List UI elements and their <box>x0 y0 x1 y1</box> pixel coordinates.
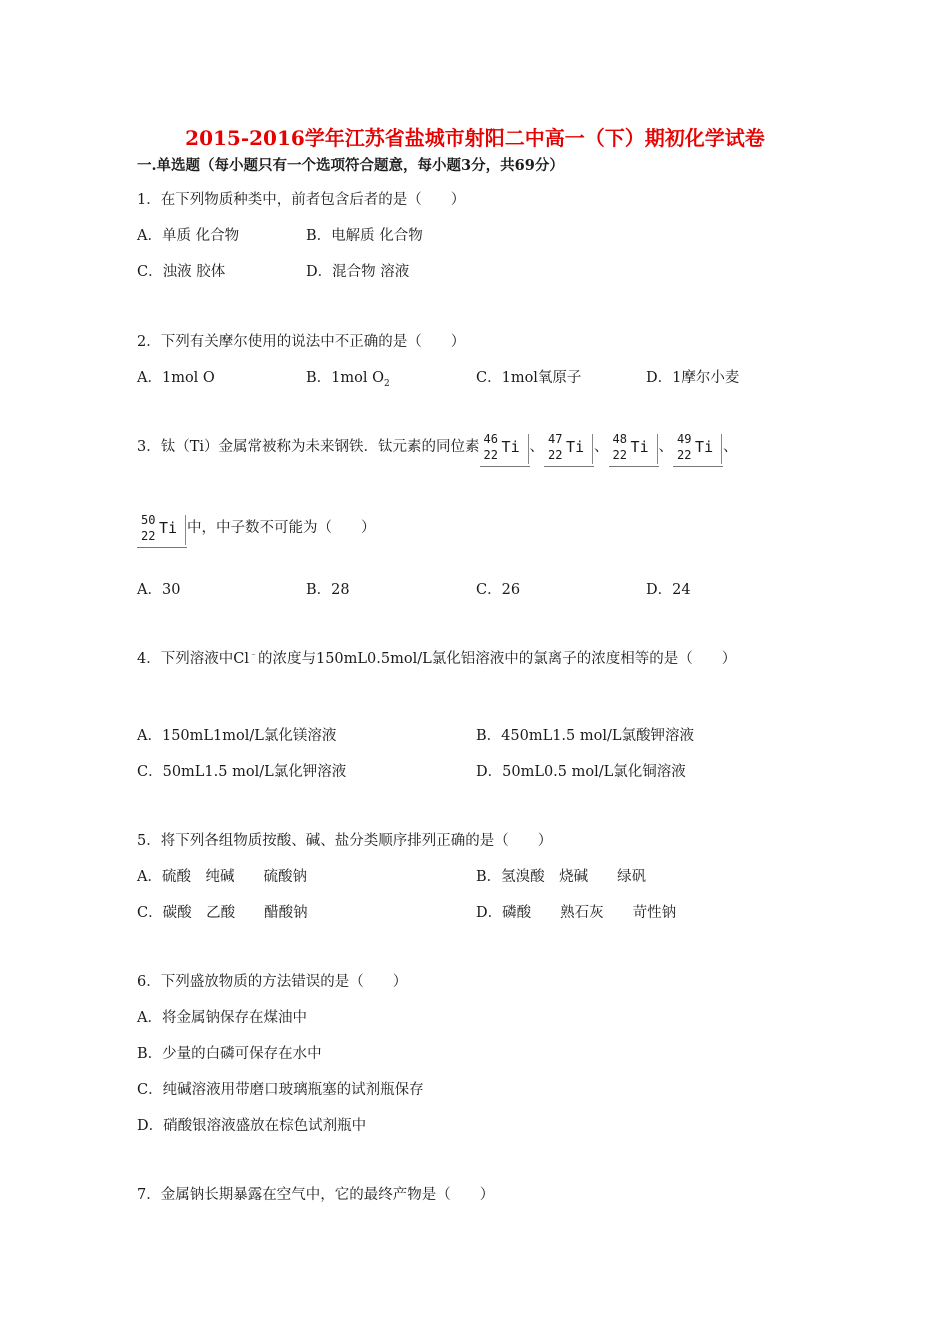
question-4-option-a[interactable]: A．150mL1mol/L氯化镁溶液 <box>137 728 337 744</box>
question-4-option-c[interactable]: C．50mL1.5 mol/L氯化钾溶液 <box>137 764 347 780</box>
question-4-option-d[interactable]: D．50mL0.5 mol/L氯化铜溶液 <box>476 764 686 780</box>
question-3-stem-continued <box>137 513 376 548</box>
question-5-option-a[interactable]: A．硫酸 纯碱 硫酸钠 <box>137 869 307 885</box>
isotope-ti-49: 49 22 Ti <box>673 432 723 467</box>
question-2-option-a[interactable]: A．1mol O <box>137 370 215 386</box>
question-5-option-d[interactable]: D．磷酸 熟石灰 苛性钠 <box>476 905 677 921</box>
question-1-stem: 1．在下列物质种类中，前者包含后者的是（ ） <box>137 192 466 208</box>
question-2-option-c[interactable]: C．1mol氧原子 <box>476 370 582 386</box>
question-3-stem: 3．钛（Ti）金属常被称为未来钢铁．钛元素的同位素 46 22 Ti 、 47 22 Ti 、 48 22 Ti 、 49 22 Ti 、 <box>137 432 738 467</box>
question-4-stem: 4．下列溶液中Cl﹣的浓度与150mL0.5mol/L氯化铝溶液中的氯离子的浓度相等的是（ ） <box>137 650 737 667</box>
question-4-option-b[interactable]: B．450mL1.5 mol/L氯酸钾溶液 <box>476 728 695 744</box>
question-6-option-d[interactable]: D．硝酸银溶液盛放在棕色试剂瓶中 <box>137 1118 367 1134</box>
question-3-option-d[interactable]: D．24 <box>646 582 691 598</box>
question-6-option-b[interactable]: B．少量的白磷可保存在水中 <box>137 1046 322 1062</box>
question-2-option-b-text: B．1mol O <box>306 370 384 386</box>
question-2-stem: 2．下列有关摩尔使用的说法中不正确的是（ ） <box>137 334 466 350</box>
question-1-option-a[interactable]: A．单质 化合物 <box>137 228 240 244</box>
question-6-option-a[interactable]: A．将金属钠保存在煤油中 <box>137 1010 307 1026</box>
isotope-ti-47: 47 22 Ti <box>544 432 594 467</box>
page-title: 2015-2016学年江苏省盐城市射阳二中高一（下）期初化学试卷 <box>185 126 765 150</box>
isotope-ti-46: 46 22 Ti <box>480 432 530 467</box>
question-1-option-c[interactable]: C．浊液 胶体 <box>137 264 226 280</box>
question-3-option-a[interactable]: A．30 <box>137 582 181 598</box>
question-5-option-c[interactable]: C．碳酸 乙酸 醋酸钠 <box>137 905 308 921</box>
subscript-2: 2 <box>384 378 390 389</box>
question-5-stem: 5．将下列各组物质按酸、碱、盐分类顺序排列正确的是（ ） <box>137 833 553 849</box>
isotope-ti-48: 48 22 Ti <box>609 432 659 467</box>
question-2-option-d[interactable]: D．1摩尔小麦 <box>646 370 740 386</box>
question-6-stem: 6．下列盛放物质的方法错误的是（ ） <box>137 974 408 990</box>
question-2-option-b[interactable] <box>306 366 390 389</box>
isotope-ti-50: 50 22 Ti <box>137 513 187 548</box>
question-1-option-b[interactable]: B．电解质 化合物 <box>306 228 423 244</box>
question-5-option-b[interactable]: B．氢溴酸 烧碱 绿矾 <box>476 869 647 885</box>
question-1-option-d[interactable]: D．混合物 溶液 <box>306 264 410 280</box>
question-3-option-c[interactable]: C．26 <box>476 582 521 598</box>
question-3-stem-end: 中，中子数不可能为（ ） <box>187 520 376 536</box>
question-7-stem: 7．金属钠长期暴露在空气中，它的最终产物是（ ） <box>137 1187 495 1203</box>
section-heading: 一.单选题（每小题只有一个选项符合题意，每小题3分，共69分） <box>137 157 564 174</box>
question-6-option-c[interactable]: C．纯碱溶液用带磨口玻璃瓶塞的试剂瓶保存 <box>137 1082 424 1098</box>
question-3-option-b[interactable]: B．28 <box>306 582 350 598</box>
question-3-stem-text: 3．钛（Ti）金属常被称为未来钢铁．钛元素的同位素 <box>137 439 480 455</box>
